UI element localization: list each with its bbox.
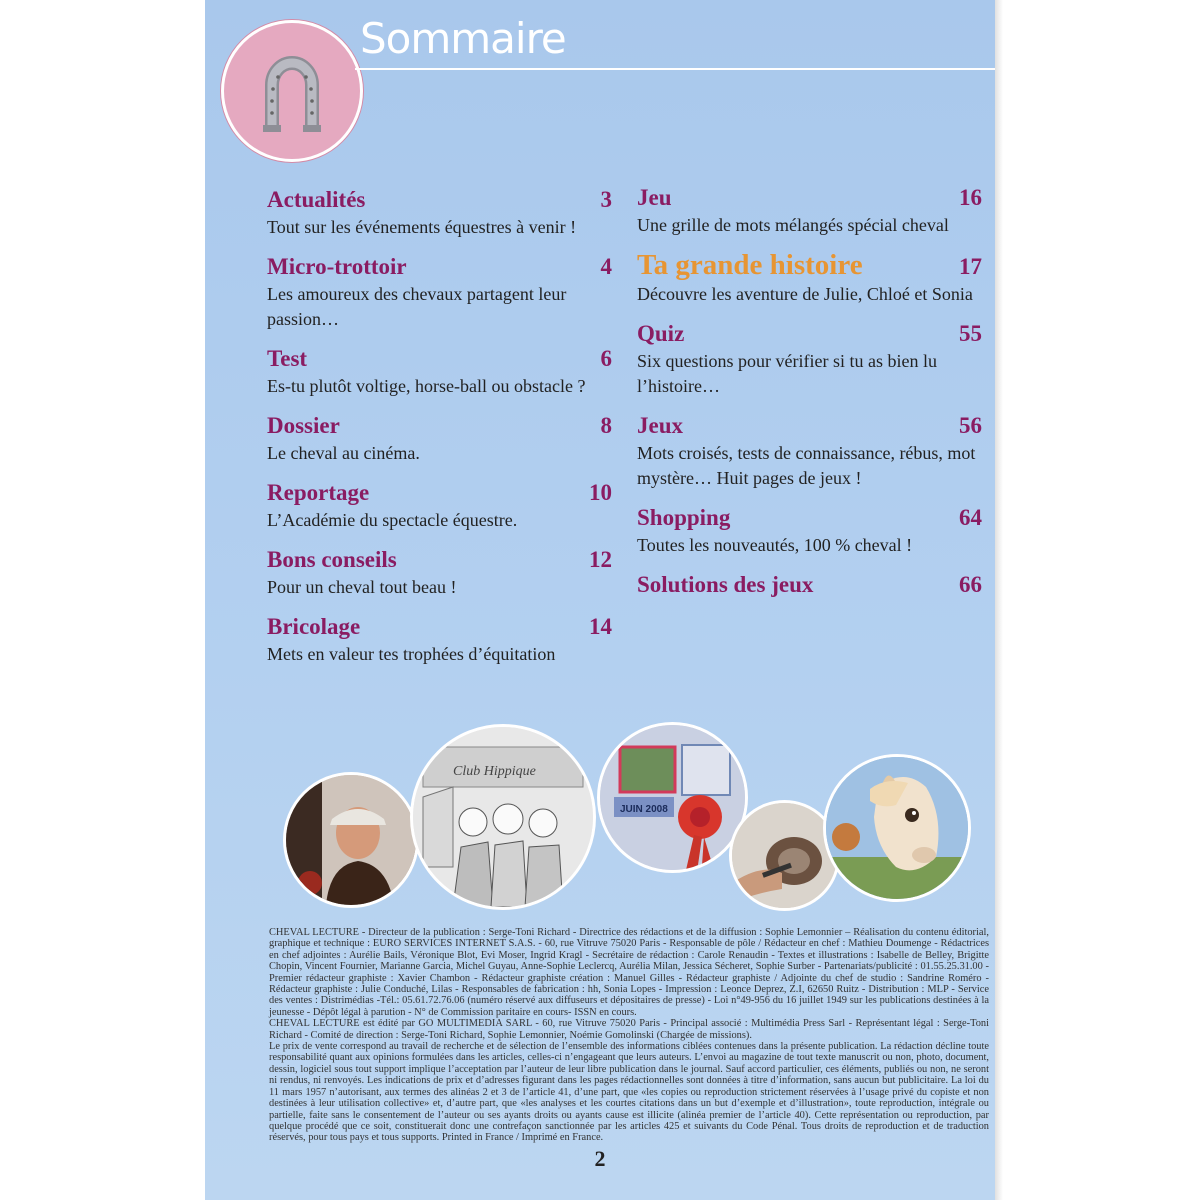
toc-entry-description: Es-tu plutôt voltige, horse-ball ou obstacle ? [267, 376, 586, 396]
toc-entry-description: Toutes les nouveautés, 100 % cheval ! [637, 535, 913, 555]
toc-entry-title: Jeux [637, 413, 683, 438]
toc-entry-page: 55 [959, 321, 982, 346]
club-sign-text: Club Hippique [453, 764, 536, 779]
logo-badge [221, 20, 363, 162]
toc-entry-title: Bons conseils [267, 547, 397, 572]
toc-entry [267, 479, 612, 533]
horseshoe-icon [224, 23, 360, 159]
credits-paragraph: CHEVAL LECTURE est édité par GO MULTIMEDIA SARL - 60, rue Vitruve 75020 Paris - Principal associé : Multimédia Press Sarl - Représentant légal : Serge-Toni Richard - Comité de direction : Serge-Toni Richard, Sophie Lemonnier, Noémie Gomolinski (Chargée de missions). [269, 1018, 989, 1041]
toc-right-column [637, 184, 982, 612]
credits-paragraph: Le prix de vente correspond au travail de recherche et de sélection de l’ensemble des informations ciblées contenues dans la présente publication. La rédaction décline toute responsabilité quant aux opinions formulées dans les articles, celles-ci n’engageant que leurs auteurs. L’envoi au magazine de tout texte manuscrit ou non, photo, document, dessin, logiciel sous tout support implique l’acceptation par l’auteur de leur libre publication dans le journal. Sauf accord particulier, ces éléments, publiés ou non, ne seront ni rendus, ni renvoyés. Les indications de prix et d’adresses figurant dans les pages rédactionnelles sont données à titre d’information, sans aucun but publicitaire. La loi du 11 mars 1957 n’autorisant, aux termes des alinéas 2 et 3 de l’article 41, d’une part, que «les copies ou reproduction strictement réservées à l’usage privé du copiste et non destinées à leur utilisation collective» et, d’autre part, que «les analyses et les courtes citations dans un but d’exemple et d’illustration», toute reproduction, intégrale ou partielle, faite sans le consentement de l’auteur ou ses ayants droits ou ayants cause est illicite (alinéa premier de l’article 40). Cette représentation ou reproduction, par quelque procédé que ce soit, constituerait donc une contrefaçon sanctionnée par les articles 425 et suivants du Code Pénal. Tous droits de reproduction et de traduction réservés, pour tous pays et tous supports. Printed in France / Imprimé en France. [269, 1041, 989, 1144]
toc-entry-page: 66 [959, 572, 982, 597]
photo-illustration-kids [410, 724, 596, 910]
toc-entry-title: Quiz [637, 321, 685, 346]
toc-entry [267, 613, 612, 667]
toc-entry-description: Six questions pour vérifier si tu as bien lu l’histoire… [637, 351, 937, 396]
toc-entry-page: 14 [589, 614, 612, 639]
credits-paragraph: CHEVAL LECTURE - Directeur de la publication : Serge-Toni Richard - Directrice des rédactions et de la diffusion : Sophie Lemonnier – Réalisation du contenu éditorial, graphique et technique : EURO SERVICES INTERNET S.A.S. - 60, rue Vitruve 75020 Paris - Responsable de pôle / Rédacteur en chef : Mathieu Doumenge - Rédactrices en chef adjointes : Aurélie Bails, Véronique Blot, Evi Moser, Ingrid Kragl - Secrétaire de rédaction : Carole Renaudin - Textes et illustrations : Isabelle de Belley, Brigitte Chopin, Vincent Fournier, Marianne Garcia, Michel Guyau, Anne-Sophie Leclercq, Aurélia Milan, Jessica Sécheret, Sophie Surber - Partenariats/publicité : 01.55.25.31.00 - Premier rédacteur graphiste : Xavier Chambon - Rédacteur graphiste création : Manuel Gilles - Rédacteur graphiste / Adjointe du chef de studio : Sandrine Roméro - Rédacteur graphiste : Julie Conduché, Lilas - Responsables de fabrication : hh, Sonia Lopes - Impression : Leonce Deprez, Z.I, 62650 Ruitz - Distribution : MLP - Service des ventes : Distrimédias -Tél.: 05.61.72.76.06 (numéro réservé aux diffuseurs et dépositaires de presse) - Loi n°49-956 du 16 juillet 1949 sur les publications destinées à la jeunesse - Dépôt légal à parution - N° de Commission paritaire en cours- ISSN en cours. [269, 927, 989, 1018]
toc-entry-title: Solutions des jeux [637, 572, 814, 597]
toc-entry-page: 16 [959, 185, 982, 210]
toc-entry-description: Les amoureux des chevaux partagent leur passion… [267, 284, 567, 329]
toc-entry-description: Mets en valeur tes trophées d’équitation [267, 644, 556, 664]
toc-entry-page: 4 [600, 254, 612, 279]
photo-cartoon-horse [823, 754, 971, 902]
toc-entry-page: 3 [600, 187, 612, 212]
photo-man-cap [283, 772, 419, 908]
toc-entry-title: Shopping [637, 505, 731, 530]
toc-entry-title: Test [267, 346, 308, 371]
toc-entry [267, 253, 612, 332]
toc-entry-page: 56 [959, 413, 982, 438]
toc-entry [637, 320, 982, 399]
toc-entry [267, 345, 612, 399]
toc-entry-description: Le cheval au cinéma. [267, 443, 420, 463]
toc-entry-page: 8 [600, 413, 612, 438]
photo-trophy-board [597, 722, 748, 873]
toc-entry-page: 10 [589, 480, 612, 505]
toc-entry-title: Micro-trottoir [267, 254, 407, 279]
toc-entry [637, 571, 982, 599]
toc-entry-description: Découvre les aventure de Julie, Chloé et Sonia [637, 284, 973, 304]
toc-entry-title: Bricolage [267, 614, 361, 639]
page-number: 2 [594, 1146, 606, 1171]
title-underline [355, 68, 995, 70]
toc-entry-title: Jeu [637, 185, 672, 210]
toc-entry-description: L’Académie du spectacle équestre. [267, 510, 518, 530]
legal-credits [269, 927, 989, 1144]
toc-entry-featured [637, 251, 982, 307]
toc-entry-page: 12 [589, 547, 612, 572]
toc-left-column [267, 186, 612, 680]
toc-entry-title: Dossier [267, 413, 340, 438]
toc-entry [637, 412, 982, 491]
toc-entry-page: 17 [959, 254, 982, 279]
toc-entry-description: Tout sur les événements équestres à venir ! [267, 217, 577, 237]
toc-entry [267, 186, 612, 240]
toc-entry-title: Ta grande histoire [637, 249, 863, 281]
toc-entry-title: Actualités [267, 187, 366, 212]
toc-entry-page: 64 [959, 505, 982, 530]
toc-entry-page: 6 [600, 346, 612, 371]
toc-entry [267, 412, 612, 466]
toc-entry-title: Reportage [267, 480, 370, 505]
toc-entry-description: Une grille de mots mélangés spécial cheval [637, 215, 949, 235]
magazine-page [205, 0, 995, 1200]
toc-entry-description: Pour un cheval tout beau ! [267, 577, 457, 597]
page-title: Sommaire [360, 14, 566, 63]
photo-strip [205, 720, 995, 920]
toc-entry [267, 546, 612, 600]
toc-entry [637, 184, 982, 238]
toc-entry [637, 504, 982, 558]
ribbon-label-text: JUIN 2008 [620, 804, 668, 815]
toc-entry-description: Mots croisés, tests de connaissance, rébus, mot mystère… Huit pages de jeux ! [637, 443, 976, 488]
page-edge-shadow [995, 0, 1003, 1200]
